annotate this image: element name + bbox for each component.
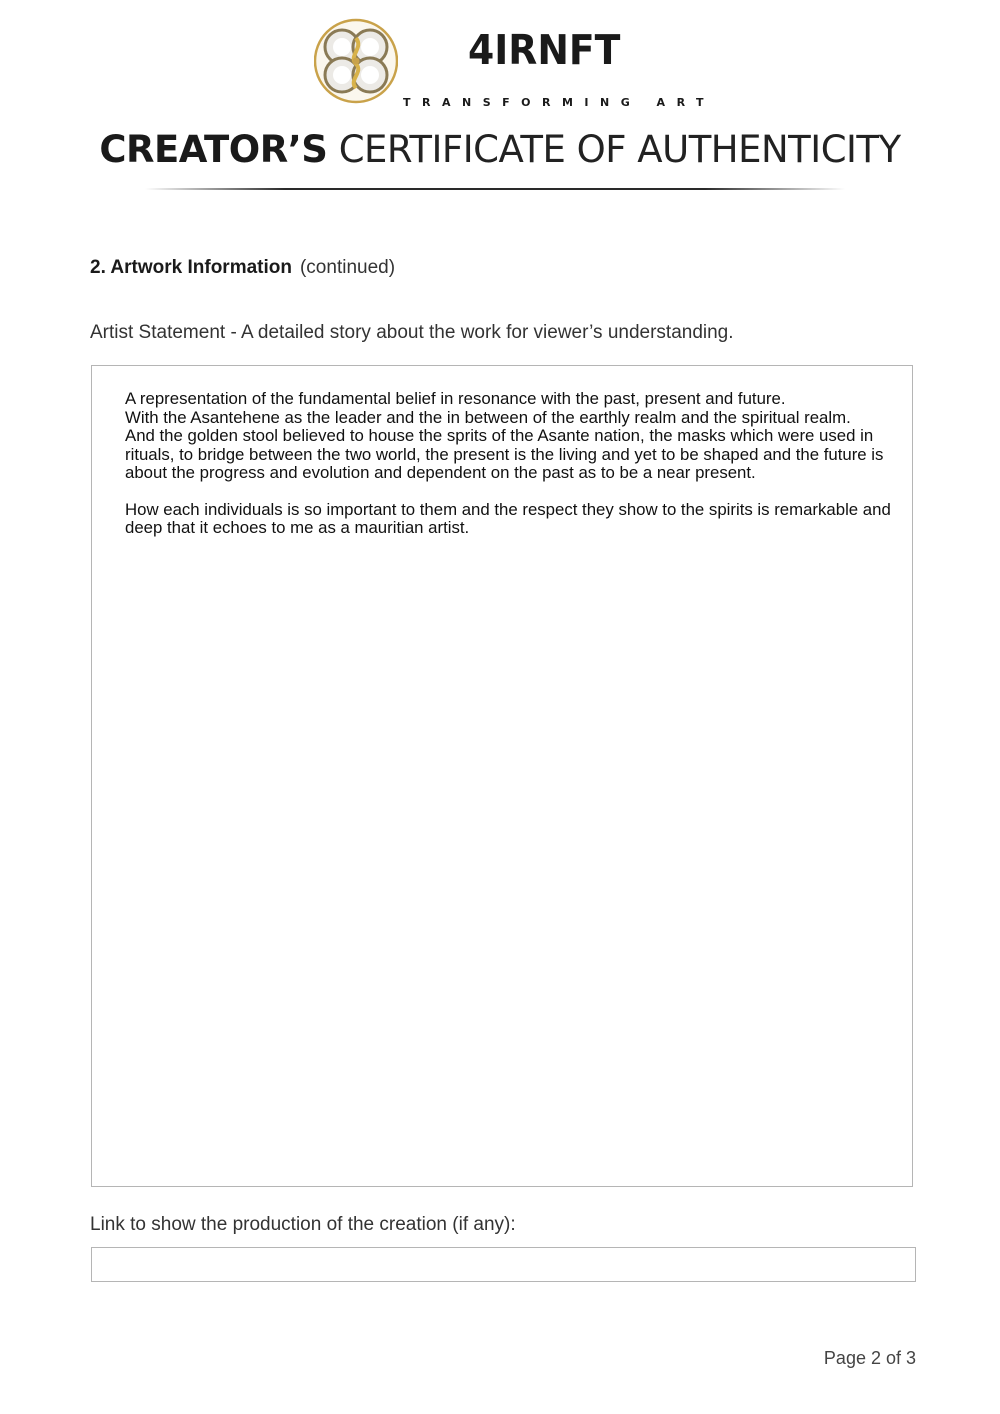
infinity-knot-logo-icon bbox=[314, 18, 398, 104]
artist-statement-text bbox=[125, 390, 895, 538]
brand-logo bbox=[314, 18, 716, 109]
production-link-field[interactable] bbox=[91, 1247, 916, 1282]
statement-paragraph: With the Asantehene as the leader and the in between of the earthly realm and the spiritual realm. bbox=[125, 407, 851, 427]
section-heading bbox=[90, 257, 395, 279]
production-link-label: Link to show the production of the creation (if any): bbox=[90, 1214, 516, 1235]
page-title bbox=[0, 128, 1000, 171]
section-heading-title: 2. Artwork Information bbox=[90, 257, 292, 278]
statement-paragraph: And the golden stool believed to house the sprits of the Asante nation, the masks which were used in rituals, to bridge between the two world, the present is the living and yet to be shaped and the future is about the progress and evolution and dependent on the past as to be a near present. bbox=[125, 426, 884, 482]
statement-paragraph: How each individuals is so important to them and the respect they show to the spirits is remarkable and deep that it echoes to me as a mauritian artist. bbox=[125, 499, 891, 537]
artist-statement-label: Artist Statement - A detailed story about the work for viewer’s understanding. bbox=[90, 322, 734, 343]
page-number: Page 2 of 3 bbox=[823, 1348, 916, 1368]
brand-tagline: TRANSFORMING ART bbox=[403, 96, 716, 109]
statement-paragraph: A representation of the fundamental belief in resonance with the past, present and future. bbox=[125, 389, 786, 408]
brand-name: 4IRNFT bbox=[468, 26, 621, 74]
page-title-bold: CREATOR’S bbox=[99, 128, 328, 171]
artist-statement-field[interactable] bbox=[91, 365, 913, 1187]
title-divider bbox=[145, 188, 845, 190]
section-heading-note: (continued) bbox=[299, 257, 396, 278]
page-title-light: CERTIFICATE OF AUTHENTICITY bbox=[338, 128, 901, 171]
